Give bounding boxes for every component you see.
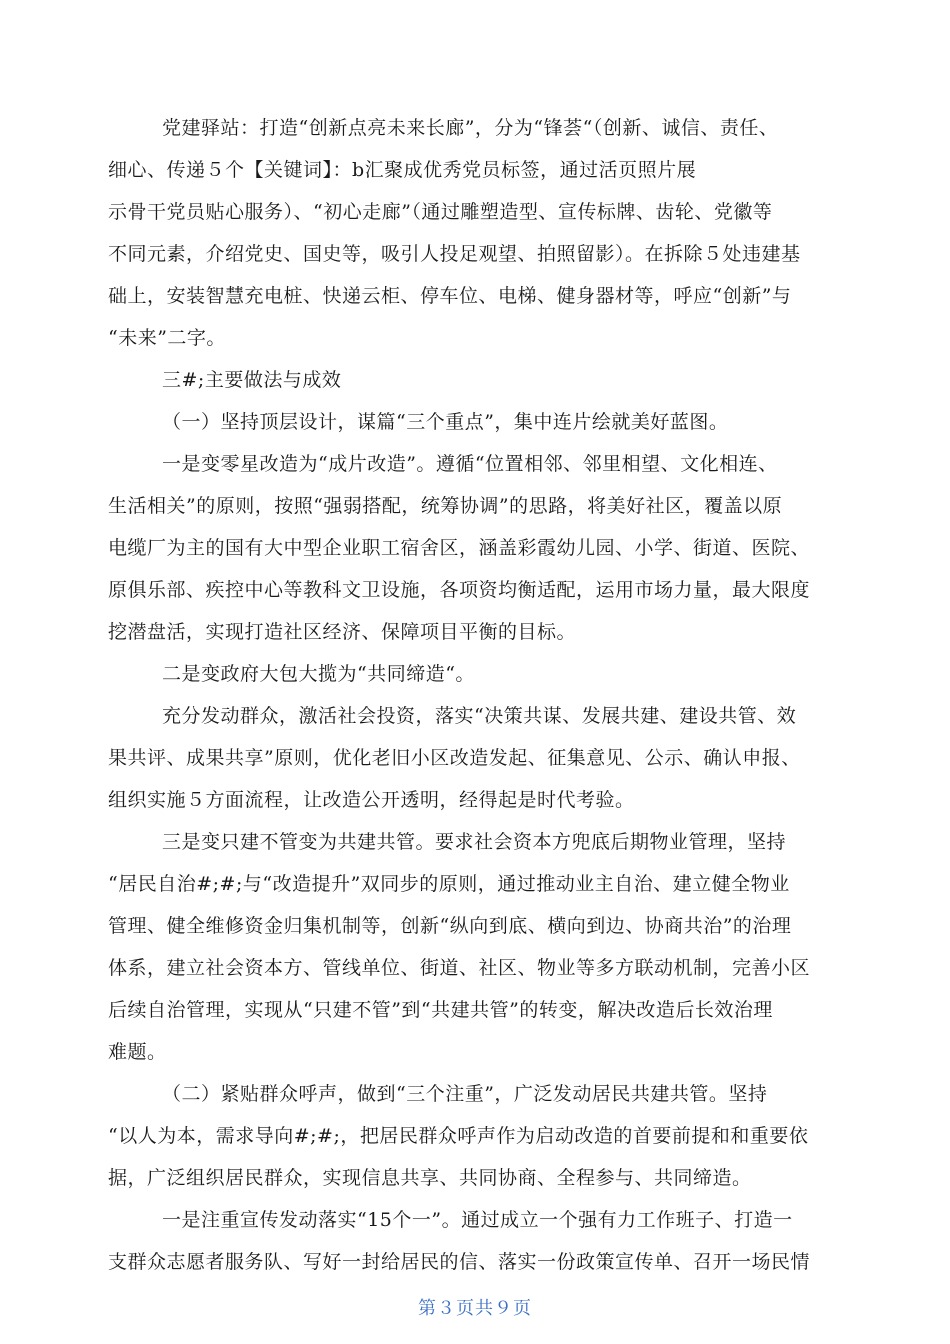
text-line: 电缆厂为主的国有大中型企业职工宿舍区，涵盖彩霞幼儿园、小学、街道、医院、: [108, 537, 811, 559]
text-line: 三是变只建不管变为共建共管。要求社会资本方兜底后期物业管理，坚持: [162, 831, 787, 853]
text-line: 果共评、成果共享”原则，优化老旧小区改造发起、征集意见、公示、确认申报、: [108, 747, 801, 769]
text-line: 充分发动群众，激活社会投资，落实“决策共谋、发展共建、建设共管、效: [162, 705, 797, 727]
section-heading: 三#;主要做法与成效: [162, 369, 342, 391]
text-line: 二是变政府大包大揽为“共同缔造“。: [162, 663, 475, 685]
text-line: 党建驿站：打造“创新点亮未来长廊”，分为“锋荟“（创新、诚信、责任、: [162, 117, 779, 139]
text-line: “居民自治#;#;与“改造提升”双同步的原则，通过推动业主自治、建立健全物业: [108, 873, 790, 895]
subsection-heading: （二）紧贴群众呼声，做到“三个注重”，广泛发动居民共建共管。坚持: [162, 1083, 768, 1105]
text-line: 体系，建立社会资本方、管线单位、街道、社区、物业等多方联动机制，完善小区: [108, 957, 811, 979]
text-line: “未来”二字。: [108, 327, 226, 349]
text-line: 生活相关”的原则，按照“强弱搭配，统筹协调”的思路，将美好社区，覆盖以原: [108, 495, 783, 517]
text-line: 难题。: [108, 1041, 167, 1063]
page-number-footer: 第３页共９页: [418, 1298, 532, 1319]
text-line: 据，广泛组织居民群众，实现信息共享、共同协商、全程参与、共同缔造。: [108, 1167, 752, 1189]
text-line: 础上，安装智慧充电桩、快递云柜、停车位、电梯、健身器材等，呼应“创新”与: [108, 285, 792, 307]
text-line: 原俱乐部、疾控中心等教科文卫设施，各项资均衡适配，运用市场力量，最大限度: [108, 579, 811, 601]
text-line: 细心、传递５个【关键词】：b汇聚成优秀党员标签，通过活页照片展: [108, 159, 697, 181]
text-line: 不同元素，介绍党史、国史等，吸引人投足观望、拍照留影）。在拆除５处违建基: [108, 243, 801, 265]
text-line: 组织实施５方面流程，让改造公开透明，经得起是时代考验。: [108, 789, 635, 811]
text-line: 挖潜盘活，实现打造社区经济、保障项目平衡的目标。: [108, 621, 577, 643]
text-line: 后续自治管理，实现从“只建不管”到“共建共管”的转变，解决改造后长效治理: [108, 999, 773, 1021]
text-line: 一是变零星改造为“成片改造”。遵循“位置相邻、邻里相望、文化相连、: [162, 453, 778, 475]
text-line: 一是注重宣传发动落实“15个一”。通过成立一个强有力工作班子、打造一: [162, 1209, 793, 1231]
subsection-heading: （一）坚持顶层设计，谋篇“三个重点”，集中连片绘就美好蓝图。: [162, 411, 729, 433]
text-line: 管理、健全维修资金归集机制等，创新“纵向到底、横向到边、协商共治”的治理: [108, 915, 792, 937]
text-line: 示骨干党员贴心服务）、“初心走廊”（通过雕塑造型、宣传标牌、齿轮、党徽等: [108, 201, 773, 223]
text-line: 支群众志愿者服务队、写好一封给居民的信、落实一份政策宣传单、召开一场民情: [108, 1251, 811, 1273]
text-line: “以人为本，需求导向#;#;，把居民群众呼声作为启动改造的首要前提和和重要依: [108, 1125, 809, 1147]
